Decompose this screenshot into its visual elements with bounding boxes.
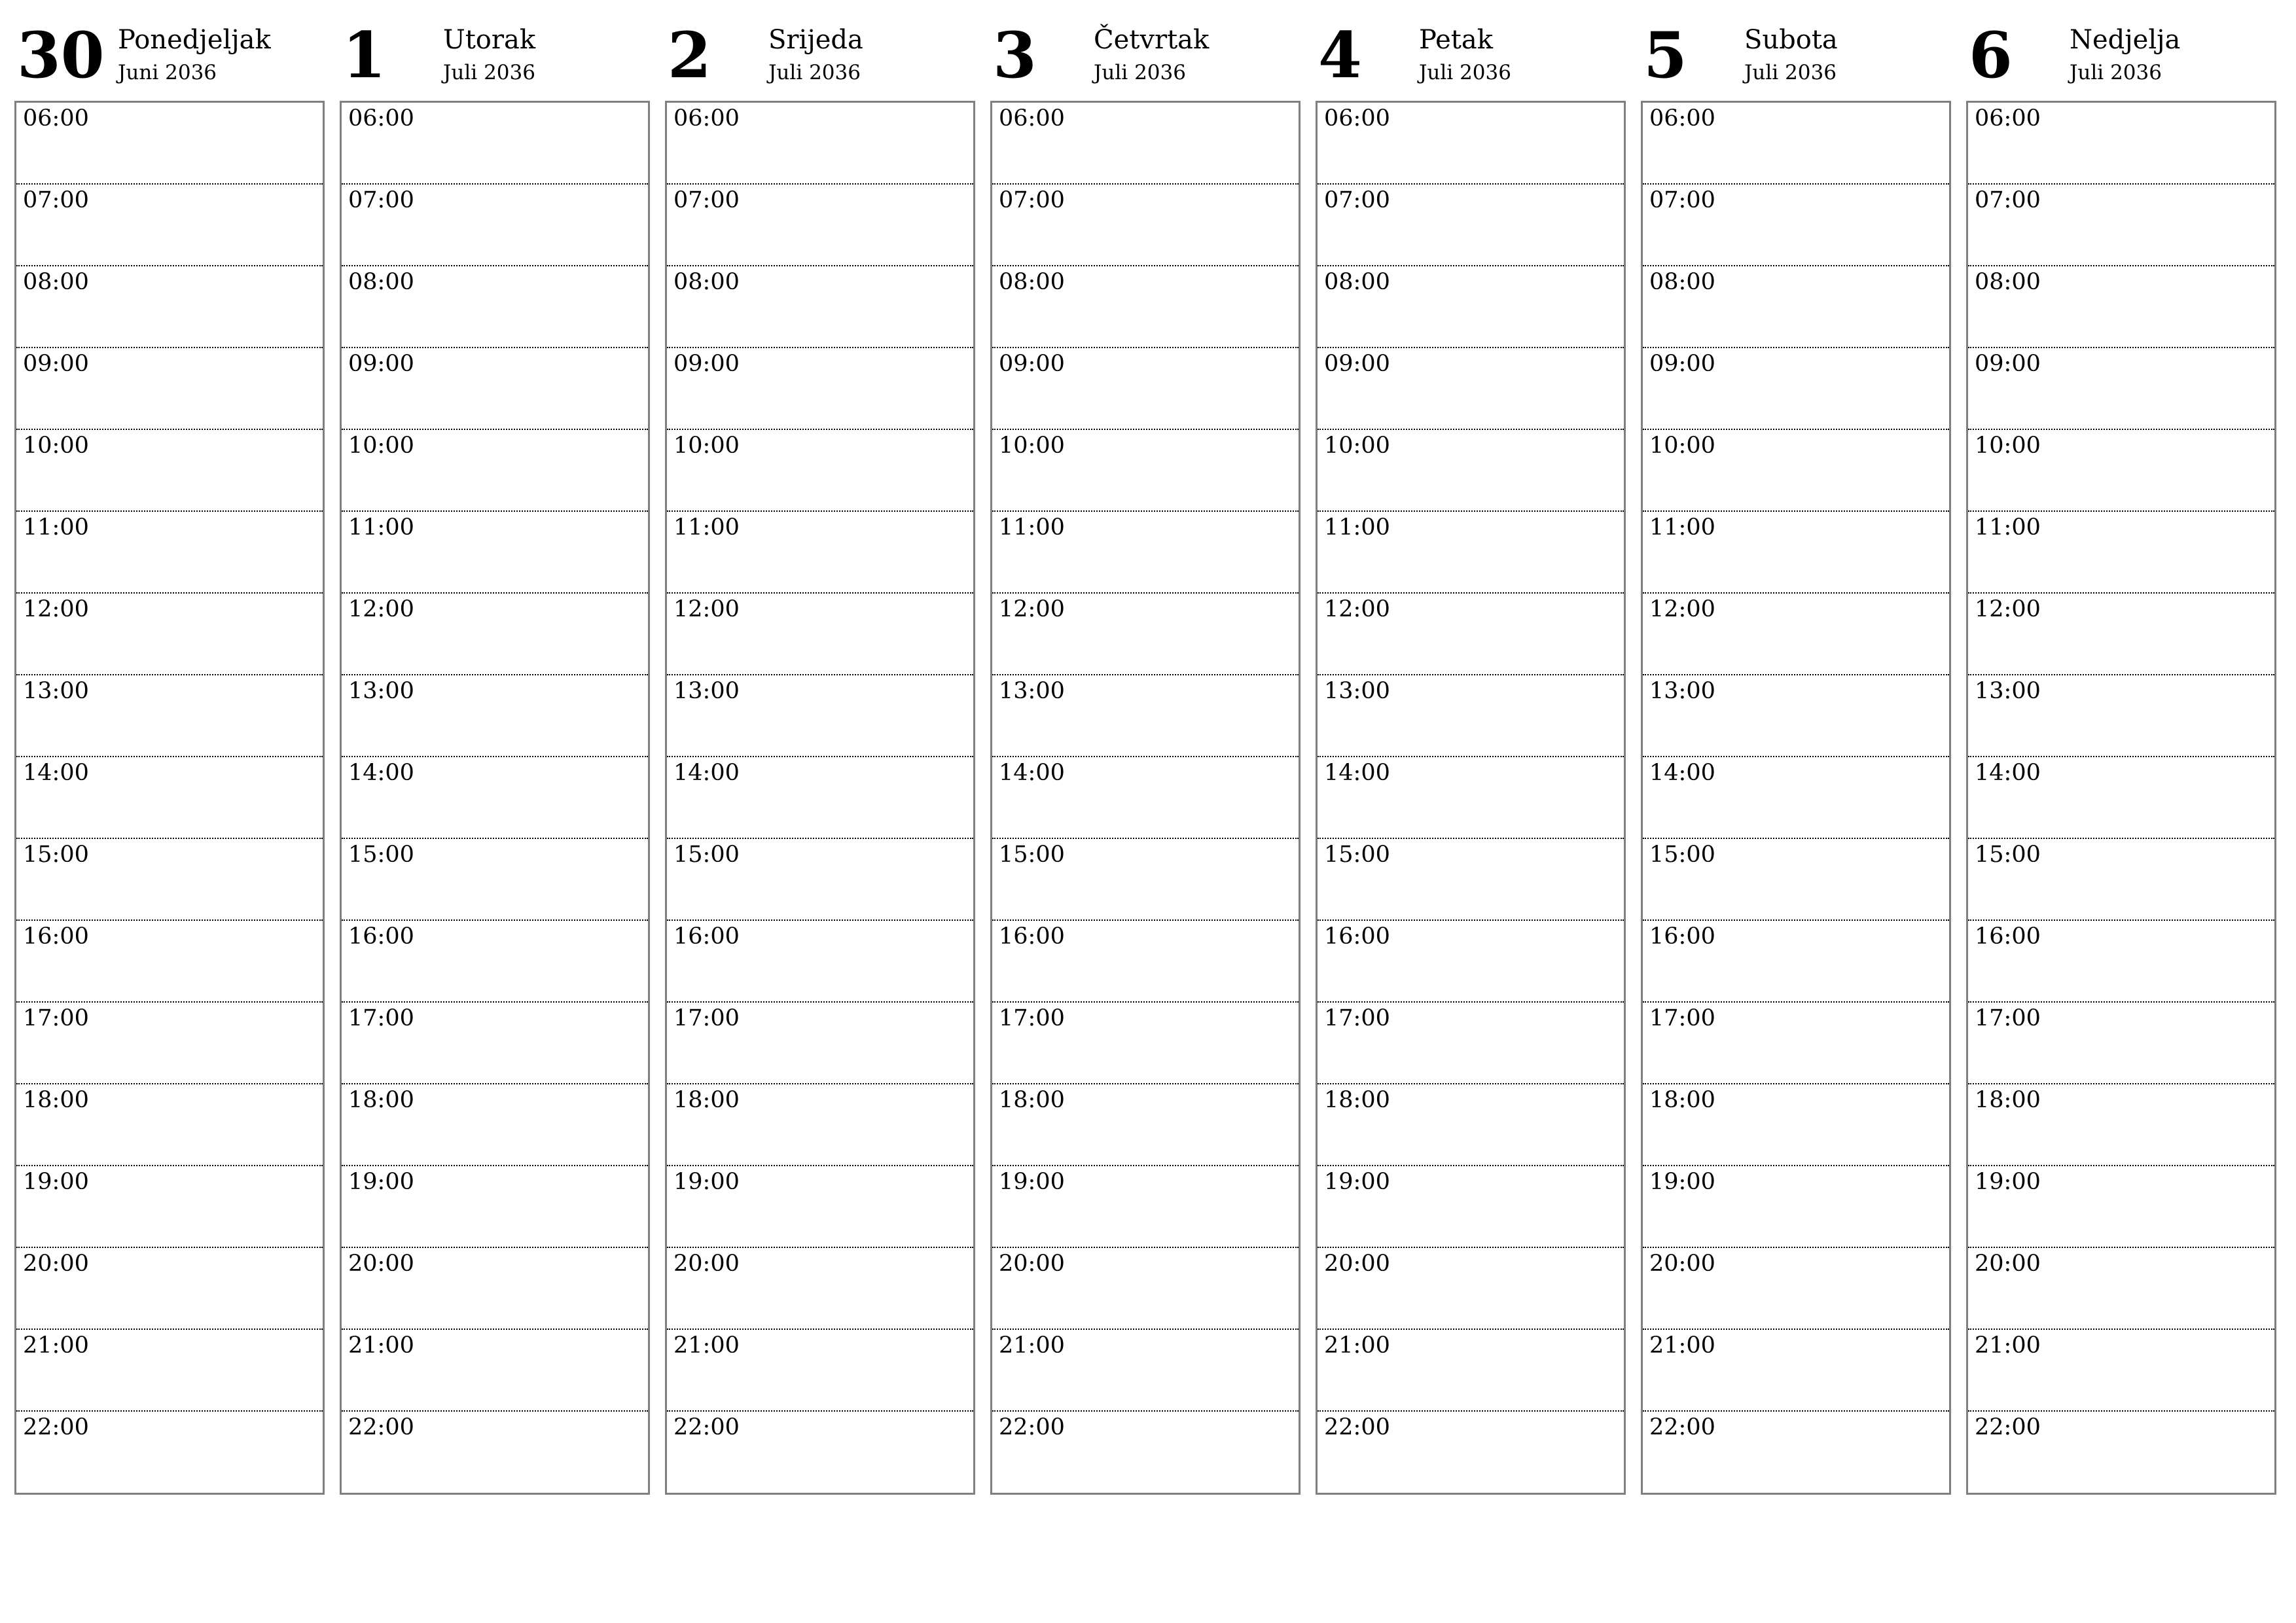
hour-slot[interactable] — [1318, 594, 1624, 675]
hour-label: 11:00 — [1975, 514, 2041, 541]
hour-label: 06:00 — [1649, 105, 1715, 132]
day-schedule-box — [665, 101, 975, 1495]
hour-label: 16:00 — [1324, 923, 1390, 950]
day-name: Srijeda — [768, 25, 863, 55]
month-label: Juli 2036 — [1419, 61, 1511, 84]
hour-slot[interactable] — [342, 594, 648, 675]
hour-slot[interactable] — [16, 1166, 323, 1248]
hour-label: 08:00 — [1649, 269, 1715, 295]
hour-slot[interactable] — [1643, 1330, 1949, 1412]
hour-label: 18:00 — [999, 1087, 1065, 1113]
day-column — [1966, 20, 2279, 1499]
hour-label: 15:00 — [1975, 842, 2041, 868]
hour-label: 11:00 — [999, 514, 1065, 541]
hour-label: 11:00 — [23, 514, 89, 541]
hour-label: 22:00 — [1649, 1414, 1715, 1440]
day-column — [990, 20, 1303, 1499]
hour-label: 09:00 — [1649, 351, 1715, 377]
hour-slot[interactable] — [667, 430, 973, 512]
hour-label: 16:00 — [673, 923, 740, 950]
hour-slot[interactable] — [667, 839, 973, 921]
hour-label: 08:00 — [23, 269, 89, 295]
day-header — [665, 20, 978, 98]
day-header — [340, 20, 653, 98]
hour-slot[interactable] — [1643, 512, 1949, 594]
hour-label: 09:00 — [1975, 351, 2041, 377]
hour-label: 17:00 — [1649, 1005, 1715, 1031]
hour-label: 14:00 — [1649, 760, 1715, 786]
day-column — [1641, 20, 1954, 1499]
hour-label: 22:00 — [999, 1414, 1065, 1440]
hour-slot[interactable] — [342, 839, 648, 921]
hour-slot[interactable] — [342, 1330, 648, 1412]
hour-label: 11:00 — [1649, 514, 1715, 541]
day-column — [14, 20, 327, 1499]
hour-label: 22:00 — [348, 1414, 414, 1440]
hour-slot[interactable] — [992, 757, 1299, 839]
hour-slot[interactable] — [1643, 103, 1949, 185]
hour-slot[interactable] — [992, 1412, 1299, 1493]
hour-label: 07:00 — [1324, 187, 1390, 213]
hour-slot[interactable] — [667, 921, 973, 1003]
hour-label: 19:00 — [1324, 1169, 1390, 1195]
hour-label: 19:00 — [999, 1169, 1065, 1195]
hour-label: 12:00 — [999, 596, 1065, 622]
hour-label: 08:00 — [1324, 269, 1390, 295]
hour-slot[interactable] — [667, 1248, 973, 1330]
hour-label: 10:00 — [23, 433, 89, 459]
hour-label: 13:00 — [1975, 678, 2041, 704]
hour-slot[interactable] — [992, 1248, 1299, 1330]
hour-slot[interactable] — [992, 348, 1299, 430]
hour-label: 20:00 — [1324, 1251, 1390, 1277]
hour-slot[interactable] — [1968, 675, 2274, 757]
hour-slot[interactable] — [992, 594, 1299, 675]
hour-label: 06:00 — [673, 105, 740, 132]
hour-slot[interactable] — [16, 512, 323, 594]
hour-slot[interactable] — [1643, 1084, 1949, 1166]
hour-label: 07:00 — [1649, 187, 1715, 213]
hour-label: 12:00 — [23, 596, 89, 622]
hour-label: 21:00 — [1649, 1332, 1715, 1359]
hour-label: 07:00 — [23, 187, 89, 213]
hour-label: 07:00 — [999, 187, 1065, 213]
hour-label: 21:00 — [999, 1332, 1065, 1359]
hour-slot[interactable] — [1643, 594, 1949, 675]
hour-slot[interactable] — [667, 1003, 973, 1084]
hour-slot[interactable] — [16, 348, 323, 430]
hour-slot[interactable] — [342, 1166, 648, 1248]
hour-label: 17:00 — [348, 1005, 414, 1031]
hour-slot[interactable] — [342, 103, 648, 185]
hour-label: 09:00 — [999, 351, 1065, 377]
hour-label: 20:00 — [673, 1251, 740, 1277]
hour-slot[interactable] — [1968, 757, 2274, 839]
hour-label: 15:00 — [673, 842, 740, 868]
hour-slot[interactable] — [342, 430, 648, 512]
hour-label: 14:00 — [348, 760, 414, 786]
hour-slot[interactable] — [992, 1330, 1299, 1412]
hour-label: 14:00 — [999, 760, 1065, 786]
hour-label: 18:00 — [673, 1087, 740, 1113]
hour-label: 18:00 — [1649, 1087, 1715, 1113]
hour-slot[interactable] — [992, 1003, 1299, 1084]
hour-label: 16:00 — [1649, 923, 1715, 950]
hour-label: 08:00 — [1975, 269, 2041, 295]
hour-label: 12:00 — [1975, 596, 2041, 622]
day-header — [990, 20, 1303, 98]
hour-label: 17:00 — [673, 1005, 740, 1031]
hour-slot[interactable] — [1318, 839, 1624, 921]
hour-slot[interactable] — [1318, 103, 1624, 185]
hour-slot[interactable] — [1643, 757, 1949, 839]
hour-slot[interactable] — [667, 1330, 973, 1412]
month-label: Juli 2036 — [1094, 61, 1186, 84]
day-name: Petak — [1419, 25, 1493, 55]
hour-slot[interactable] — [1968, 185, 2274, 266]
day-column — [340, 20, 653, 1499]
day-header — [1316, 20, 1628, 98]
hour-slot[interactable] — [1318, 512, 1624, 594]
hour-slot[interactable] — [992, 266, 1299, 348]
hour-slot[interactable] — [16, 757, 323, 839]
hour-label: 10:00 — [1975, 433, 2041, 459]
hour-slot[interactable] — [16, 1248, 323, 1330]
month-label: Juli 2036 — [2070, 61, 2162, 84]
hour-slot[interactable] — [342, 921, 648, 1003]
hour-slot[interactable] — [1643, 921, 1949, 1003]
hour-label: 18:00 — [1975, 1087, 2041, 1113]
hour-slot[interactable] — [342, 1003, 648, 1084]
hour-label: 06:00 — [348, 105, 414, 132]
hour-slot[interactable] — [16, 430, 323, 512]
day-number: 6 — [1969, 18, 2013, 92]
hour-slot[interactable] — [992, 185, 1299, 266]
hour-slot[interactable] — [342, 348, 648, 430]
hour-slot[interactable] — [16, 839, 323, 921]
hour-label: 08:00 — [673, 269, 740, 295]
hour-label: 15:00 — [1649, 842, 1715, 868]
hour-slot[interactable] — [1968, 512, 2274, 594]
hour-label: 11:00 — [1324, 514, 1390, 541]
day-number: 1 — [342, 18, 386, 92]
day-number: 4 — [1318, 18, 1362, 92]
hour-slot[interactable] — [992, 1084, 1299, 1166]
hour-label: 13:00 — [1324, 678, 1390, 704]
hour-slot[interactable] — [1643, 1412, 1949, 1493]
day-schedule-box — [1641, 101, 1951, 1495]
hour-label: 14:00 — [673, 760, 740, 786]
hour-label: 08:00 — [999, 269, 1065, 295]
day-column — [1316, 20, 1628, 1499]
hour-label: 13:00 — [1649, 678, 1715, 704]
hour-slot[interactable] — [342, 512, 648, 594]
hour-slot[interactable] — [1968, 266, 2274, 348]
hour-label: 22:00 — [23, 1414, 89, 1440]
hour-slot[interactable] — [1968, 430, 2274, 512]
hour-slot[interactable] — [16, 1084, 323, 1166]
hour-slot[interactable] — [16, 594, 323, 675]
hour-slot[interactable] — [1318, 1003, 1624, 1084]
hour-slot[interactable] — [992, 430, 1299, 512]
hour-slot[interactable] — [1318, 1412, 1624, 1493]
hour-slot[interactable] — [16, 921, 323, 1003]
hour-label: 15:00 — [348, 842, 414, 868]
hour-label: 17:00 — [1975, 1005, 2041, 1031]
hour-slot[interactable] — [1968, 1412, 2274, 1493]
hour-slot[interactable] — [16, 1412, 323, 1493]
hour-label: 20:00 — [1649, 1251, 1715, 1277]
hour-label: 21:00 — [23, 1332, 89, 1359]
hour-label: 07:00 — [1975, 187, 2041, 213]
hour-label: 10:00 — [1324, 433, 1390, 459]
day-number: 5 — [1643, 18, 1687, 92]
day-header — [1641, 20, 1954, 98]
hour-slot[interactable] — [1968, 921, 2274, 1003]
day-name: Nedjelja — [2070, 25, 2181, 55]
hour-label: 19:00 — [23, 1169, 89, 1195]
hour-slot[interactable] — [1968, 1248, 2274, 1330]
hour-label: 10:00 — [1649, 433, 1715, 459]
hour-slot[interactable] — [667, 348, 973, 430]
hour-label: 18:00 — [1324, 1087, 1390, 1113]
hour-slot[interactable] — [342, 1412, 648, 1493]
hour-label: 08:00 — [348, 269, 414, 295]
hour-slot[interactable] — [16, 1330, 323, 1412]
hour-slot[interactable] — [1318, 1330, 1624, 1412]
hour-slot[interactable] — [1968, 839, 2274, 921]
hour-slot[interactable] — [1318, 266, 1624, 348]
hour-slot[interactable] — [1318, 1166, 1624, 1248]
month-label: Juli 2036 — [443, 61, 535, 84]
hour-label: 15:00 — [999, 842, 1065, 868]
hour-label: 12:00 — [673, 596, 740, 622]
hour-slot[interactable] — [1643, 839, 1949, 921]
hour-slot[interactable] — [342, 757, 648, 839]
hour-slot[interactable] — [16, 103, 323, 185]
hour-slot[interactable] — [667, 103, 973, 185]
hour-label: 15:00 — [23, 842, 89, 868]
hour-slot[interactable] — [1318, 348, 1624, 430]
hour-slot[interactable] — [16, 675, 323, 757]
hour-label: 17:00 — [1324, 1005, 1390, 1031]
day-header — [14, 20, 327, 98]
hour-slot[interactable] — [667, 1084, 973, 1166]
hour-slot[interactable] — [1968, 348, 2274, 430]
day-number: 2 — [668, 18, 711, 92]
hour-slot[interactable] — [1968, 103, 2274, 185]
hour-slot[interactable] — [667, 594, 973, 675]
hour-label: 06:00 — [999, 105, 1065, 132]
hour-label: 16:00 — [23, 923, 89, 950]
hour-label: 16:00 — [999, 923, 1065, 950]
hour-label: 19:00 — [348, 1169, 414, 1195]
day-schedule-box — [1316, 101, 1626, 1495]
hour-label: 11:00 — [673, 514, 740, 541]
hour-label: 21:00 — [348, 1332, 414, 1359]
hour-label: 14:00 — [1975, 760, 2041, 786]
hour-slot[interactable] — [1643, 675, 1949, 757]
hour-label: 16:00 — [348, 923, 414, 950]
hour-slot[interactable] — [342, 266, 648, 348]
hour-slot[interactable] — [667, 266, 973, 348]
hour-label: 22:00 — [1324, 1414, 1390, 1440]
day-name: Subota — [1744, 25, 1838, 55]
hour-slot[interactable] — [1643, 348, 1949, 430]
hour-slot[interactable] — [1968, 1166, 2274, 1248]
hour-label: 17:00 — [23, 1005, 89, 1031]
hour-slot[interactable] — [667, 757, 973, 839]
hour-slot[interactable] — [1318, 185, 1624, 266]
hour-slot[interactable] — [1968, 594, 2274, 675]
hour-slot[interactable] — [1968, 1330, 2274, 1412]
day-name: Četvrtak — [1094, 25, 1210, 55]
hour-label: 10:00 — [348, 433, 414, 459]
hour-slot[interactable] — [16, 1003, 323, 1084]
hour-label: 14:00 — [23, 760, 89, 786]
day-schedule-box — [14, 101, 325, 1495]
hour-slot[interactable] — [667, 512, 973, 594]
hour-slot[interactable] — [342, 675, 648, 757]
month-label: Juni 2036 — [118, 61, 217, 84]
hour-slot[interactable] — [992, 512, 1299, 594]
hour-slot[interactable] — [342, 1248, 648, 1330]
hour-slot[interactable] — [1318, 1248, 1624, 1330]
hour-slot[interactable] — [342, 185, 648, 266]
hour-label: 12:00 — [348, 596, 414, 622]
hour-label: 20:00 — [999, 1251, 1065, 1277]
day-schedule-box — [340, 101, 650, 1495]
hour-slot[interactable] — [992, 1166, 1299, 1248]
hour-label: 07:00 — [673, 187, 740, 213]
hour-slot[interactable] — [667, 675, 973, 757]
hour-label: 12:00 — [1649, 596, 1715, 622]
hour-slot[interactable] — [1318, 675, 1624, 757]
hour-slot[interactable] — [992, 103, 1299, 185]
hour-slot[interactable] — [1318, 921, 1624, 1003]
weekly-planner — [14, 20, 2291, 1499]
day-name: Utorak — [443, 25, 536, 55]
hour-label: 13:00 — [673, 678, 740, 704]
hour-slot[interactable] — [992, 921, 1299, 1003]
hour-label: 13:00 — [23, 678, 89, 704]
hour-slot[interactable] — [667, 185, 973, 266]
hour-label: 20:00 — [1975, 1251, 2041, 1277]
hour-slot[interactable] — [1318, 757, 1624, 839]
hour-label: 16:00 — [1975, 923, 2041, 950]
hour-label: 09:00 — [1324, 351, 1390, 377]
hour-label: 19:00 — [673, 1169, 740, 1195]
hour-slot[interactable] — [342, 1084, 648, 1166]
hour-label: 21:00 — [1975, 1332, 2041, 1359]
hour-label: 13:00 — [348, 678, 414, 704]
hour-label: 17:00 — [999, 1005, 1065, 1031]
hour-label: 19:00 — [1649, 1169, 1715, 1195]
hour-slot[interactable] — [16, 266, 323, 348]
hour-label: 10:00 — [673, 433, 740, 459]
hour-slot[interactable] — [667, 1412, 973, 1493]
hour-slot[interactable] — [1968, 1084, 2274, 1166]
hour-label: 13:00 — [999, 678, 1065, 704]
day-column — [665, 20, 978, 1499]
hour-label: 14:00 — [1324, 760, 1390, 786]
day-number: 3 — [993, 18, 1037, 92]
hour-slot[interactable] — [1643, 430, 1949, 512]
hour-label: 15:00 — [1324, 842, 1390, 868]
hour-slot[interactable] — [1643, 1003, 1949, 1084]
hour-label: 06:00 — [23, 105, 89, 132]
hour-label: 09:00 — [673, 351, 740, 377]
hour-label: 06:00 — [1975, 105, 2041, 132]
hour-slot[interactable] — [1643, 1166, 1949, 1248]
hour-slot[interactable] — [1643, 1248, 1949, 1330]
hour-label: 22:00 — [673, 1414, 740, 1440]
hour-label: 10:00 — [999, 433, 1065, 459]
day-number: 30 — [17, 18, 105, 92]
hour-label: 19:00 — [1975, 1169, 2041, 1195]
day-schedule-box — [1966, 101, 2276, 1495]
hour-label: 18:00 — [23, 1087, 89, 1113]
hour-slot[interactable] — [1643, 185, 1949, 266]
day-name: Ponedjeljak — [118, 25, 271, 55]
hour-label: 18:00 — [348, 1087, 414, 1113]
month-label: Juli 2036 — [768, 61, 861, 84]
hour-label: 11:00 — [348, 514, 414, 541]
hour-slot[interactable] — [1318, 430, 1624, 512]
hour-label: 21:00 — [673, 1332, 740, 1359]
day-header — [1966, 20, 2279, 98]
hour-slot[interactable] — [992, 839, 1299, 921]
hour-slot[interactable] — [16, 185, 323, 266]
day-schedule-box — [990, 101, 1300, 1495]
month-label: Juli 2036 — [1744, 61, 1837, 84]
hour-label: 06:00 — [1324, 105, 1390, 132]
hour-label: 09:00 — [23, 351, 89, 377]
hour-slot[interactable] — [1968, 1003, 2274, 1084]
hour-slot[interactable] — [1643, 266, 1949, 348]
hour-label: 20:00 — [23, 1251, 89, 1277]
hour-label: 07:00 — [348, 187, 414, 213]
hour-label: 12:00 — [1324, 596, 1390, 622]
hour-label: 09:00 — [348, 351, 414, 377]
hour-slot[interactable] — [992, 675, 1299, 757]
hour-label: 20:00 — [348, 1251, 414, 1277]
hour-slot[interactable] — [1318, 1084, 1624, 1166]
hour-label: 22:00 — [1975, 1414, 2041, 1440]
hour-label: 21:00 — [1324, 1332, 1390, 1359]
hour-slot[interactable] — [667, 1166, 973, 1248]
